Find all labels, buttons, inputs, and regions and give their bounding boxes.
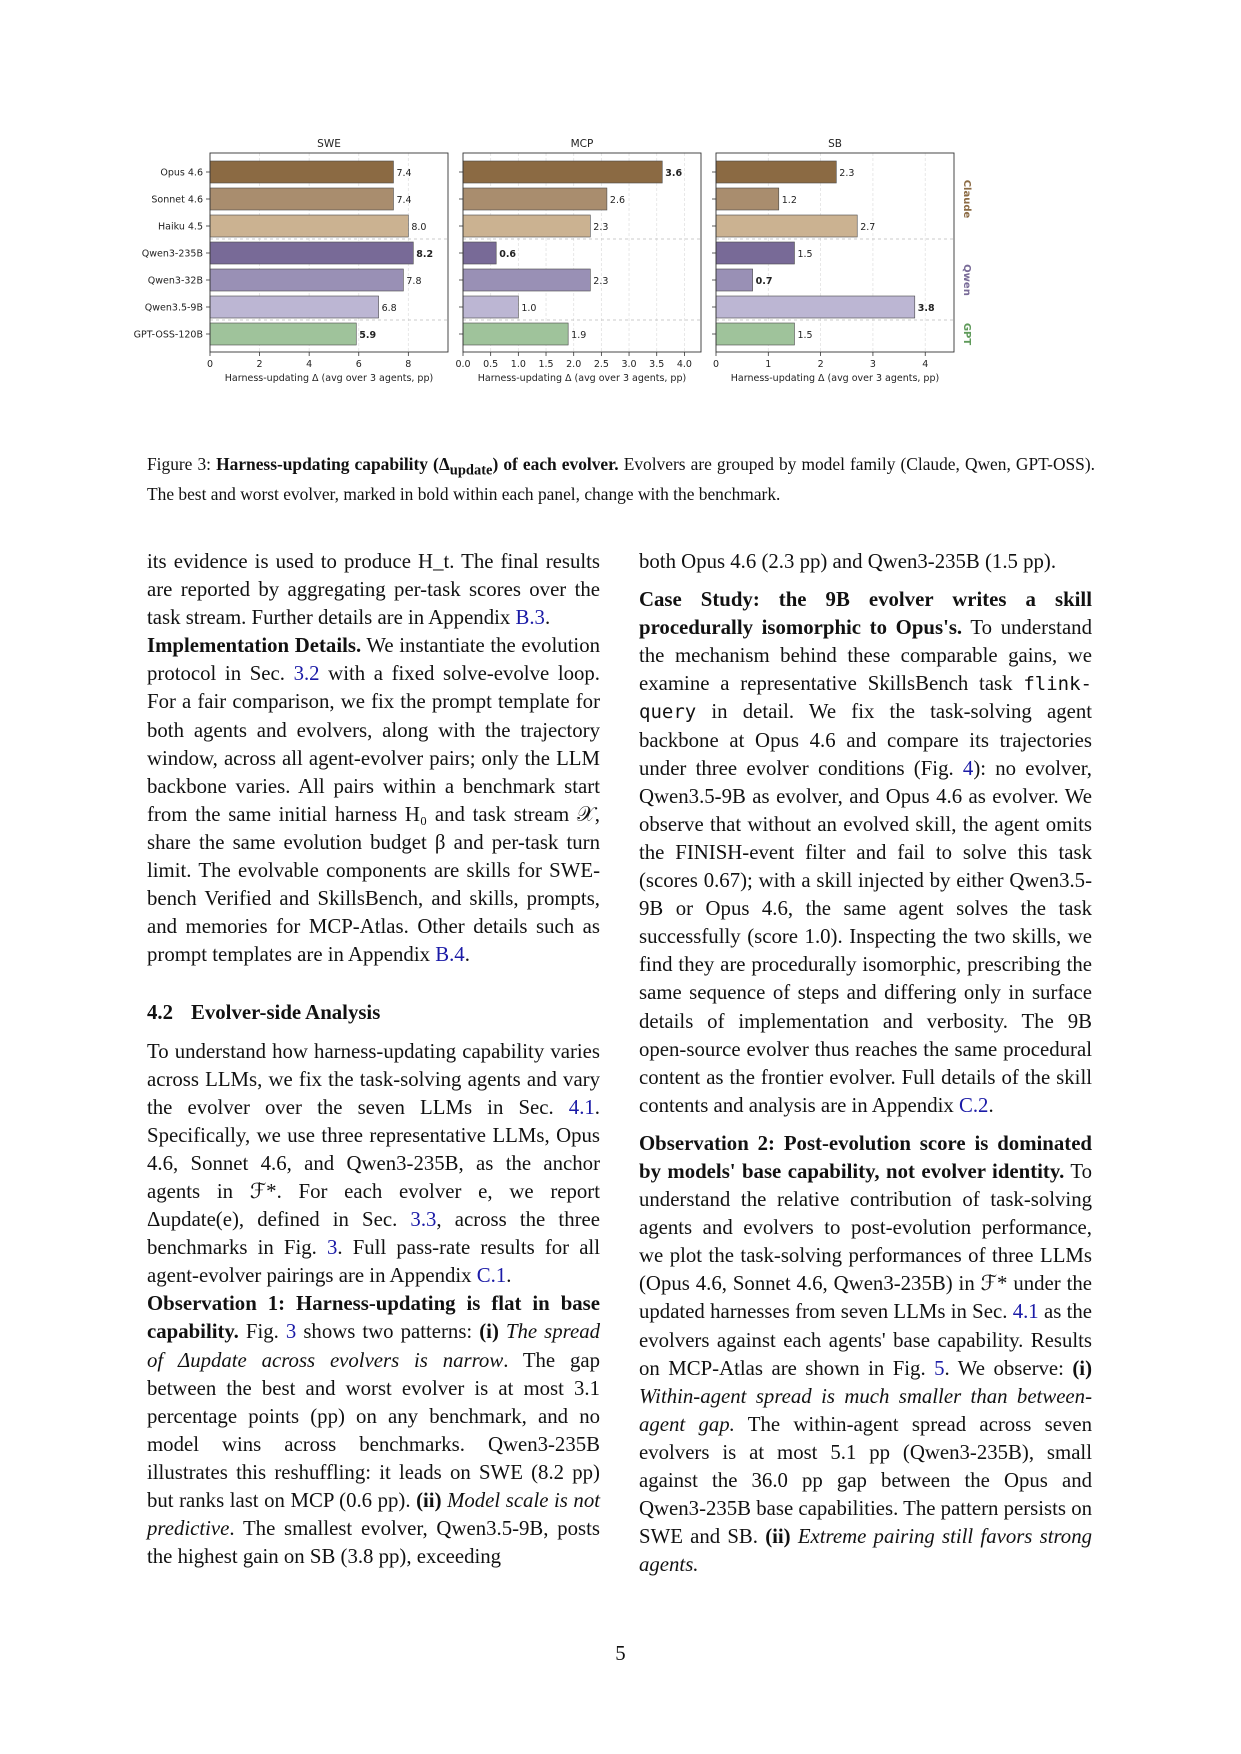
bar-mcp-0 (463, 161, 662, 183)
right-column (639, 548, 1092, 1589)
family-label: GPT (961, 322, 972, 346)
figure-link[interactable]: 3 (285, 1320, 297, 1344)
panel-title: MCP (570, 138, 594, 150)
bar-value-label: 2.6 (609, 195, 626, 206)
bar-swe-4 (210, 269, 403, 291)
y-tick-label: Sonnet 4.6 (151, 194, 203, 206)
paragraph-heading: Case Study: the 9B evolver writes a skill procedurally isomorphic to Opus's. (639, 588, 1092, 640)
bar-value-label: 8.0 (411, 222, 427, 233)
section-link[interactable]: 4.1 (1012, 1300, 1039, 1324)
figure-link[interactable]: 3 (326, 1236, 338, 1260)
family-label: Claude (961, 179, 972, 219)
bar-mcp-1 (463, 188, 607, 210)
caption-text: Evolvers are grouped by model family (Claude, Qwen, GPT-OSS). The best and worst evolver, marked in bold within each panel, change with the benchmark. (147, 454, 1095, 505)
y-tick-label: GPT-OSS-120B (133, 329, 203, 341)
figure-link[interactable]: 4 (962, 756, 974, 780)
bar-value-label: 6.8 (381, 303, 397, 314)
bar-value-label: 1.2 (781, 195, 797, 206)
paragraph-heading: Implementation Details. (147, 634, 362, 658)
bar-mcp-3 (463, 242, 496, 264)
bar-sb-2 (716, 215, 857, 237)
appendix-link[interactable]: C.1 (476, 1264, 507, 1288)
bar-swe-1 (210, 188, 393, 210)
x-tick-label: 1.5 (538, 359, 554, 370)
y-tick-label: Qwen3-32B (147, 275, 203, 287)
appendix-link[interactable]: B.4 (435, 943, 465, 967)
caption-prefix: Figure 3: (147, 454, 217, 474)
code-inline: flink-query (639, 673, 1092, 724)
y-tick-label: Qwen3-235B (141, 248, 203, 260)
bar-value-label: 7.8 (406, 276, 422, 287)
appendix-link[interactable]: B.3 (515, 606, 545, 630)
y-tick-label: Qwen3.5-9B (144, 302, 203, 314)
bar-value-label: 2.3 (593, 222, 609, 233)
bar-value-label: 0.6 (499, 249, 517, 260)
bar-value-label: 3.8 (917, 303, 935, 314)
appendix-link[interactable]: C.2 (958, 1093, 989, 1117)
evolver-bar-charts (130, 128, 1120, 440)
x-axis-label: Harness-updating Δ (avg over 3 agents, pp) (730, 373, 940, 384)
bar-value-label: 7.4 (396, 168, 412, 179)
figure-link[interactable]: 5 (934, 1356, 945, 1380)
bar-mcp-6 (463, 323, 568, 345)
x-tick-label: 3 (869, 359, 876, 370)
y-tick-label: Haiku 4.5 (158, 221, 203, 233)
bar-sb-1 (716, 188, 779, 210)
y-tick-label: Opus 4.6 (160, 167, 203, 179)
x-tick-label: 8 (405, 359, 412, 370)
x-tick-label: 4 (306, 359, 313, 370)
paragraph-observation-1: Observation 1: Harness-updating is flat in base capability. Fig. 3 shows two patterns: (i) The spread of Δupdate across evolvers is narrow. The gap between the best and worst evolver is at most 3.1 percentage points (pp) on any benchmark, and no model wins across benchmarks. Qwen3-235B illustrates this reshuffling: it leads on SWE (8.2 pp) but ranks last on MCP (0.6 pp). (ii) Model scale is not predictive. The smallest evolver, Qwen3.5-9B, posts the highest gain on SB (3.8 pp), exceeding (147, 1292, 601, 1569)
panel-title: SB (828, 138, 842, 150)
bar-value-label: 8.2 (416, 249, 434, 260)
bar-swe-3 (210, 242, 413, 264)
bar-sb-3 (716, 242, 794, 264)
section-link[interactable]: 3.3 (410, 1208, 437, 1232)
x-tick-label: 2 (256, 359, 263, 370)
bar-swe-2 (210, 215, 408, 237)
family-label: Qwen (961, 264, 972, 296)
left-column (147, 548, 600, 1581)
bar-mcp-4 (463, 269, 590, 291)
x-tick-label: 0.5 (483, 359, 499, 370)
x-tick-label: 2.5 (593, 359, 609, 370)
page-number: 5 (615, 1642, 626, 1665)
section-heading: 4.2 Evolver-side Analysis (147, 1001, 381, 1025)
x-tick-label: 2.0 (566, 359, 582, 370)
paragraph-implementation: Implementation Details. We instantiate the evolution protocol in Sec. 3.2 with a fixed solve-evolve loop. For a fair comparison, we fix the prompt template for both agents and evolvers, along with the trajectory window, across all agent-evolver pairs; only the LLM backbone varies. All pairs within a benchmark start from the same initial harness H₀ and task stream 𝒳, share the same evolution budget β and per-task turn limit. The evolvable components are skills for SWE-bench Verified and SkillsBench, and skills, prompts, and memories for MCP-Atlas. Other details such as prompt templates are in Appendix B.4. (147, 634, 600, 967)
bar-value-label: 2.3 (593, 276, 609, 287)
figure-caption (147, 452, 1095, 506)
bar-swe-5 (210, 296, 379, 318)
bar-sb-4 (716, 269, 753, 291)
section-link[interactable]: 3.2 (293, 662, 320, 686)
bar-mcp-5 (463, 296, 518, 318)
bar-swe-0 (210, 161, 393, 183)
bar-value-label: 1.5 (797, 330, 813, 341)
bar-mcp-2 (463, 215, 590, 237)
x-axis-label: Harness-updating Δ (avg over 3 agents, pp) (224, 373, 434, 384)
x-tick-label: 1 (765, 359, 772, 370)
bar-value-label: 3.6 (665, 168, 683, 179)
x-tick-label: 0 (712, 359, 720, 370)
x-tick-label: 3.0 (621, 359, 637, 370)
bar-sb-6 (716, 323, 794, 345)
x-tick-label: 0.0 (455, 359, 471, 370)
bar-value-label: 2.3 (839, 168, 855, 179)
figure-3 (130, 128, 1120, 440)
paragraph-observation-2: Observation 2: Post-evolution score is dominated by models' base capability, not evolver identity. To understand the relative contribution of task-solving agents and evolvers to post-evolution performance, we plot the task-solving performances of three LLMs (Opus 4.6, Sonnet 4.6, Qwen3-235B) in ℱ* under the updated harnesses from seven LLMs in Sec. 4.1 as the evolvers against each agents' base capability. Results on MCP-Atlas are shown in Fig. 5. We observe: (i) Within-agent spread is much smaller than between-agent gap. The within-agent spread across seven evolvers is at most 5.1 pp (Qwen3-235B), small against the 36.0 pp gap between the Opus and Qwen3-235B base capabilities. The pattern persists on SWE and SB. (ii) Extreme pairing still favors strong agents. (639, 1131, 1092, 1577)
paragraph-heading: Observation 1: Harness-updating is flat in base capability. (147, 1292, 600, 1344)
x-tick-label: 0 (206, 359, 214, 370)
x-tick-label: 1.0 (510, 359, 526, 370)
paragraph: its evidence is used to produce H_t. The final results are reported by aggregating per-task scores over the task stream. Further details are in Appendix B.3. (147, 550, 600, 630)
x-tick-label: 4 (922, 359, 929, 370)
bar-sb-0 (716, 161, 836, 183)
bar-value-label: 2.7 (860, 222, 876, 233)
bar-value-label: 1.9 (571, 330, 587, 341)
bar-value-label: 7.4 (396, 195, 412, 206)
x-axis-label: Harness-updating Δ (avg over 3 agents, pp) (477, 373, 687, 384)
paragraph-heading: Observation 2: Post-evolution score is dominated by models' base capability, not evolver identity. (639, 1131, 1092, 1183)
paragraph: To understand how harness-updating capability varies across LLMs, we fix the task-solving agents and vary the evolver over the seven LLMs in Sec. 4.1. Specifically, we use three representative LLMs, Opus 4.6, Sonnet 4.6, and Qwen3-235B, as the anchor agents in ℱ*. For each evolver e, we report Δupdate(e), defined in Sec. 3.3, across the three benchmarks in Fig. 3. Full pass-rate results for all agent-evolver pairings are in Appendix C.1. (147, 1039, 600, 1288)
caption-bold: Harness-updating capability $(\Delta_{update})$ of each evolver. (216, 454, 619, 479)
paragraph: both Opus 4.6 (2.3 pp) and Qwen3-235B (1.5 pp). (639, 550, 1057, 573)
bar-sb-5 (716, 296, 915, 318)
x-tick-label: 6 (355, 359, 362, 370)
x-tick-label: 2 (817, 359, 824, 370)
bar-value-label: 1.0 (521, 303, 537, 314)
x-tick-label: 4.0 (676, 359, 692, 370)
paragraph-case-study: Case Study: the 9B evolver writes a skill procedurally isomorphic to Opus's. To understand the mechanism behind these comparable gains, we examine a representative SkillsBench task flink-query in detail. We fix the task-solving agent backbone at Opus 4.6 and compare its trajectories under three evolver conditions (Fig. 4): no evolver, Qwen3.5-9B as evolver, and Opus 4.6 as evolver. We observe that without an evolved skill, the agent omits the FINISH-event filter and fail to solve this task (scores 0.67); with a skill injected by either Qwen3.5-9B or Opus 4.6, the same agent solves the task successfully (score 1.0). Inspecting the two skills, we find they are procedurally isomorphic, prescribing the same sequence of steps and differing only in surface details of implementation and verbosity. The 9B open-source evolver thus reaches the same procedural content as the frontier evolver. Full details of the skill contents and analysis are in Appendix C.2. (639, 588, 1092, 1117)
bar-swe-6 (210, 323, 356, 345)
section-link[interactable]: 4.1 (568, 1095, 595, 1119)
panel-title: SWE (317, 138, 341, 150)
x-tick-label: 3.5 (649, 359, 665, 370)
bar-value-label: 0.7 (755, 276, 773, 287)
bar-value-label: 1.5 (797, 249, 813, 260)
bar-value-label: 5.9 (359, 330, 377, 341)
